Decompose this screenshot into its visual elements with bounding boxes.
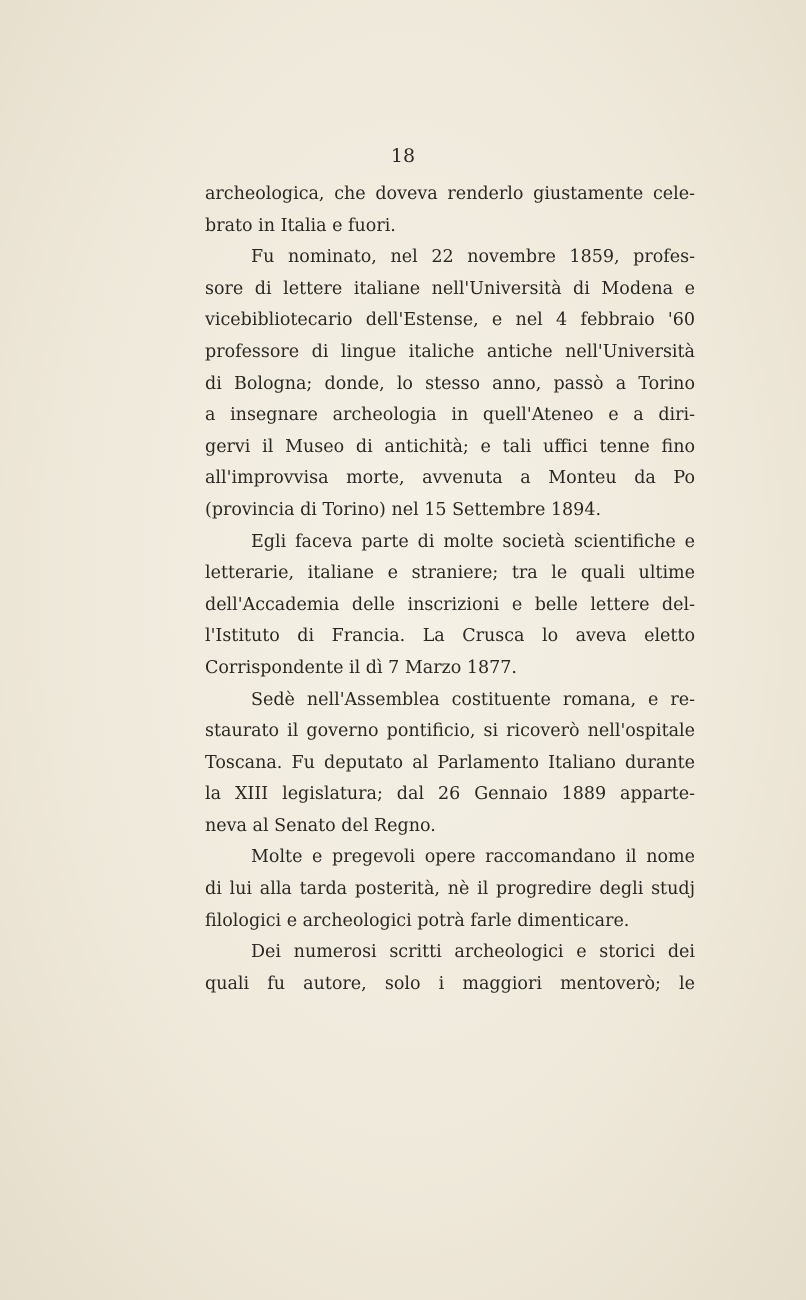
text-line: gervi il Museo di antichità; e tali uffici tenne fino xyxy=(205,436,695,457)
text-line: Egli faceva parte di molte società scientifiche e xyxy=(251,531,695,552)
text-line: l'Istituto di Francia. La Crusca lo aveva eletto xyxy=(205,626,695,647)
text-line: brato in Italia e fuori. xyxy=(205,215,396,236)
text-line: Fu nominato, nel 22 novembre 1859, profes- xyxy=(251,247,695,268)
text-line: filologici e archeologici potrà farle dimenticare. xyxy=(205,910,630,931)
text-line: staurato il governo pontificio, si ricoverò nell'ospitale xyxy=(205,721,695,742)
text-line: la XIII legislatura; dal 26 Gennaio 1889 apparte- xyxy=(205,784,695,805)
text-line: vicebibliotecario dell'Estense, e nel 4 febbraio '60 xyxy=(205,310,695,331)
text-line: quali fu autore, solo i maggiori mentoverò; le xyxy=(205,973,695,994)
text-line: Toscana. Fu deputato al Parlamento Italiano durante xyxy=(205,752,695,773)
text-line: professore di lingue italiche antiche nell'Università xyxy=(205,341,695,362)
text-line: Sedè nell'Assemblea costituente romana, e re- xyxy=(251,689,695,710)
text-line: di lui alla tarda posterità, nè il progredire degli studj xyxy=(205,879,695,900)
text-line: sore di lettere italiane nell'Università di Modena e xyxy=(205,278,695,299)
text-line: Dei numerosi scritti archeologici e storici dei xyxy=(251,942,695,963)
text-line: dell'Accademia delle inscrizioni e belle lettere del- xyxy=(205,594,695,615)
text-line: (provincia di Torino) nel 15 Settembre 1894. xyxy=(205,499,602,520)
page-number: 18 xyxy=(390,145,416,167)
text-line: letterarie, italiane e straniere; tra le quali ultime xyxy=(205,563,695,584)
text-line: neva al Senato del Regno. xyxy=(205,815,436,836)
text-line: Corrispondente il dì 7 Marzo 1877. xyxy=(205,657,517,678)
text-line: all'improvvisa morte, avvenuta a Monteu da Po xyxy=(205,468,695,489)
text-line: a insegnare archeologia in quell'Ateneo e a diri- xyxy=(205,405,695,426)
body-text xyxy=(205,179,695,1000)
text-line: archeologica, che doveva renderlo giustamente cele- xyxy=(205,184,695,204)
text-line: Molte e pregevoli opere raccomandano il nome xyxy=(251,847,695,868)
text-line: di Bologna; donde, lo stesso anno, passò a Torino xyxy=(205,373,695,394)
